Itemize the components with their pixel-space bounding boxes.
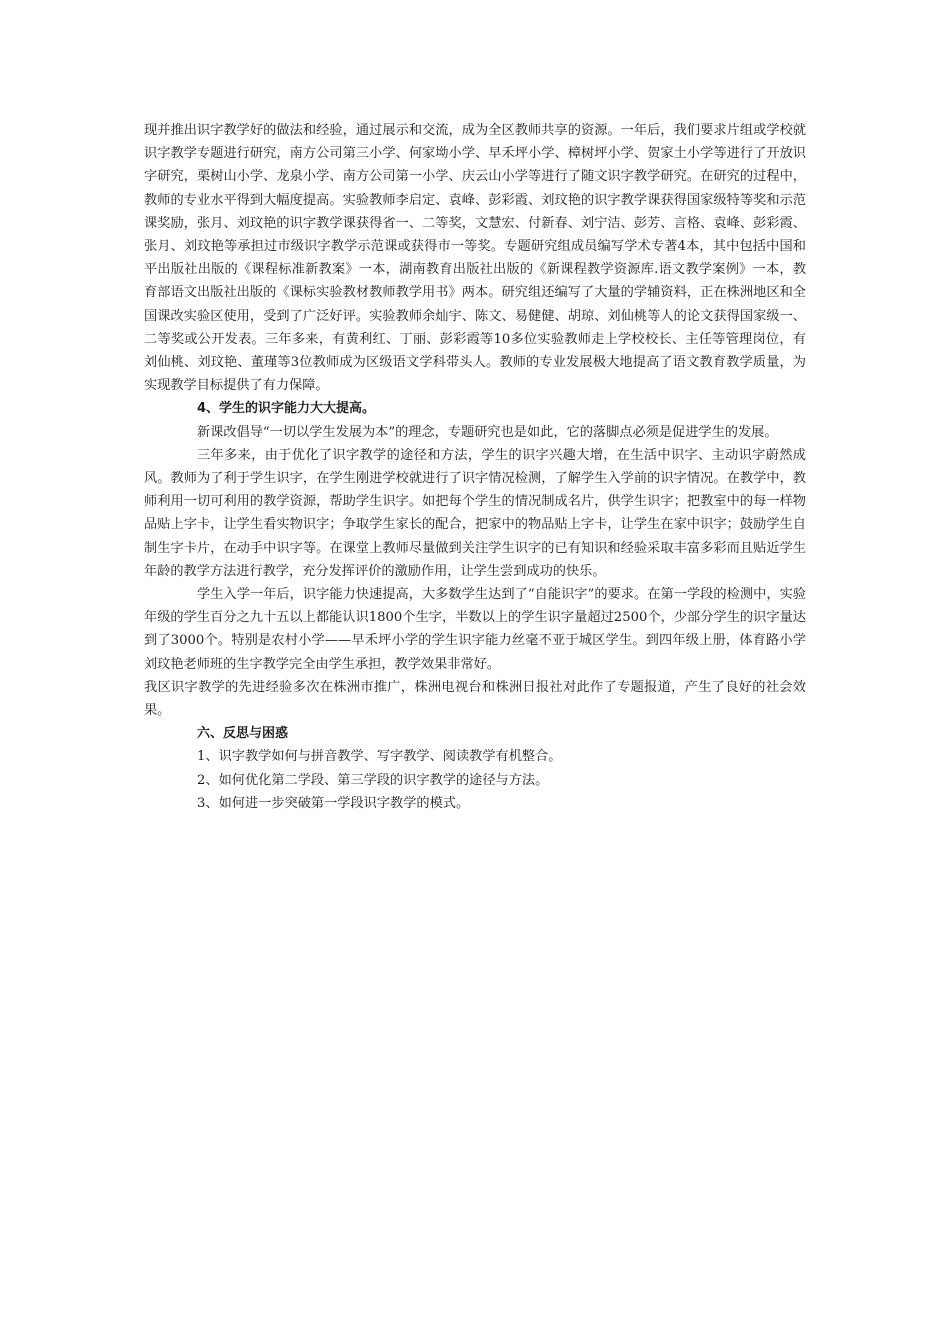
list-item-1: 1、识字教学如何与拼音教学、写字教学、阅读教学有机整合。 xyxy=(197,749,562,765)
paragraph-curriculum-reform: 新课改倡导“一切以学生发展为本”的理念，专题研究也是如此，它的落脚点必须是促进学生的发展。 xyxy=(197,424,778,440)
paragraph-promotion: 我区识字教学的先进经验多次在株洲市推广，株洲电视台和株洲日报社对此作了专题报道，产生了良好的社会效果。 xyxy=(144,679,806,719)
list-item-2: 2、如何优化第二学段、第三学段的识字教学的途径与方法。 xyxy=(197,772,549,788)
paragraph-literacy-results: 学生入学一年后，识字能力快速提高，大多数学生达到了“自能识字”的要求。在第一学段的检测中，实验年级的学生百分之九十五以上都能认识1800个生字，半数以上的学生识字量超过2500个，少部分学生的识字量达到了3000个。特别是农村小学——早禾坪小学的学生识字能力丝毫不亚于城区学生。到四年级上册，体育路小学刘玟艳老师班的生字教学完全由学生承担，教学效果非常好。 xyxy=(144,587,806,672)
paragraph-teaching-methods: 三年多来，由于优化了识字教学的途径和方法，学生的识字兴趣大增，在生活中识字、主动识字蔚然成风。教师为了利于学生识字，在学生刚进学校就进行了识字情况检测，了解学生入学前的识字情况。在教学中，教师利用一切可利用的教学资源，帮助学生识字。如把每个学生的情况制成名片，供学生识字；把教室中的每一样物品贴上字卡，让学生看实物识字；争取学生家长的配合，把家中的物品贴上字卡，让学生在家中识字；鼓励学生自制生字卡片，在动手中识字等。在课堂上教师尽量做到关注学生识字的已有知识和经验采取丰富多彩而且贴近学生年龄的教学方法进行教学，充分发挥评价的激励作用，让学生尝到成功的快乐。 xyxy=(144,447,806,579)
section-heading-student-literacy: 4、学生的识字能力大大提高。 xyxy=(197,401,376,417)
list-item-3: 3、如何进一步突破第一学段识字教学的模式。 xyxy=(197,795,470,811)
document-body xyxy=(144,119,806,815)
paragraph-teacher-development: 现并推出识字教学好的做法和经验，通过展示和交流，成为全区教师共享的资源。一年后，我们要求片组或学校就识字教学专题进行研究，南方公司第三小学、何家坳小学、早禾坪小学、樟树坪小学、贺家土小学等进行了开放识字研究，栗树山小学、龙泉小学、南方公司第一小学、庆云山小学等进行了随文识字教学研究。在研究的过程中，教师的专业水平得到大幅度提高。实验教师李启定、袁峰、彭彩霞、刘玟艳的识字教学课获得国家级特等奖和示范课奖励，张月、刘玟艳的识字教学课获得省一、二等奖，文慧宏、付新春、刘宁洁、彭芳、言格、袁峰、彭彩霞、张月、刘玟艳等承担过市级识字教学示范课或获得市一等奖。专题研究组成员编写学术专著4本，其中包括中国和平出版社出版的《课程标准新教案》一本，湖南教育出版社出版的《新课程教学资源库.语文教学案例》一本，教育部语文出版社出版的《课标实验教材教师教学用书》两本。研究组还编写了大量的学辅资料，正在株洲地区和全国课改实验区使用，受到了广泛好评。实验教师余灿宇、陈文、易健健、胡琼、刘仙桃等人的论文获得国家级一、二等奖或公开发表。三年多来，有黄利红、丁丽、彭彩霞等10多位实验教师走上学校校长、主任等管理岗位，有刘仙桃、刘玟艳、董瑾等3位教师成为区级语文学科带头人。教师的专业发展极大地提高了语文教育教学质量，为实现教学目标提供了有力保障。 xyxy=(144,123,806,394)
section-heading-reflection: 六、反思与困惑 xyxy=(197,726,289,742)
